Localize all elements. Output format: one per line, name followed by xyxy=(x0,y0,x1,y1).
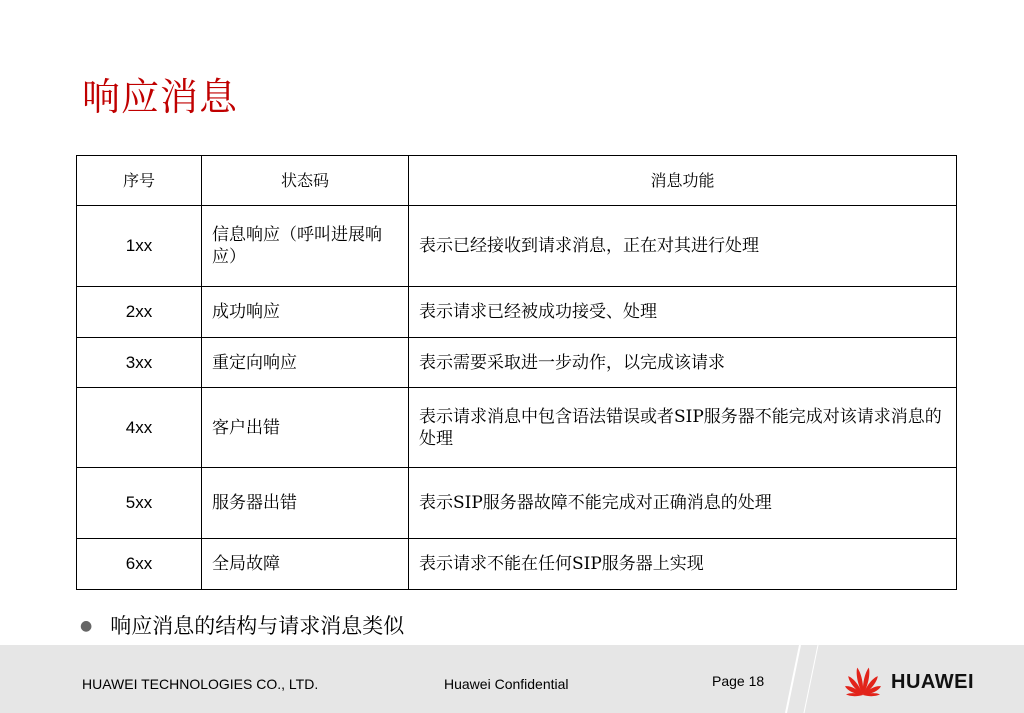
row-function: 表示需要采取进一步动作，以完成该请求 xyxy=(409,338,957,388)
row-code: 4xx xyxy=(77,388,202,468)
table-row xyxy=(77,338,957,388)
header-sequence: 序号 xyxy=(77,156,202,206)
footer-confidential: Huawei Confidential xyxy=(444,676,569,692)
row-function: 表示SIP服务器故障不能完成对正确消息的处理 xyxy=(409,468,957,539)
row-status: 信息响应（呼叫进展响应） xyxy=(202,206,409,287)
row-code: 6xx xyxy=(77,539,202,590)
row-status: 客户出错 xyxy=(202,388,409,468)
row-status: 重定向响应 xyxy=(202,338,409,388)
row-code: 1xx xyxy=(77,206,202,287)
footer-company: HUAWEI TECHNOLOGIES CO., LTD. xyxy=(82,676,319,692)
huawei-flower-icon xyxy=(838,665,888,699)
bullet-dot-icon: ● xyxy=(80,618,93,634)
row-function: 表示请求已经被成功接受、处理 xyxy=(409,287,957,338)
page-number: Page 18 xyxy=(712,673,765,689)
table-row xyxy=(77,388,957,468)
row-function: 表示已经接收到请求消息，正在对其进行处理 xyxy=(409,206,957,287)
bullet-text: 响应消息的结构与请求消息类似 xyxy=(110,614,405,638)
huawei-logo xyxy=(838,665,974,699)
table-row xyxy=(77,206,957,287)
page-title: 响应消息 xyxy=(82,75,239,119)
row-status: 成功响应 xyxy=(202,287,409,338)
row-status: 服务器出错 xyxy=(202,468,409,539)
footer xyxy=(0,645,1024,713)
header-status-code: 状态码 xyxy=(202,156,409,206)
row-function: 表示请求不能在任何SIP服务器上实现 xyxy=(409,539,957,590)
header-message-function: 消息功能 xyxy=(409,156,957,206)
table-row xyxy=(77,468,957,539)
row-code: 5xx xyxy=(77,468,202,539)
table-row xyxy=(77,539,957,590)
row-code: 3xx xyxy=(77,338,202,388)
row-code: 2xx xyxy=(77,287,202,338)
huawei-wordmark: HUAWEI xyxy=(891,671,974,693)
summary-bullet xyxy=(80,610,404,640)
response-table xyxy=(76,155,957,590)
row-function: 表示请求消息中包含语法错误或者SIP服务器不能完成对该请求消息的处理 xyxy=(409,388,957,468)
row-status: 全局故障 xyxy=(202,539,409,590)
table-header-row xyxy=(77,156,957,206)
table-row xyxy=(77,287,957,338)
